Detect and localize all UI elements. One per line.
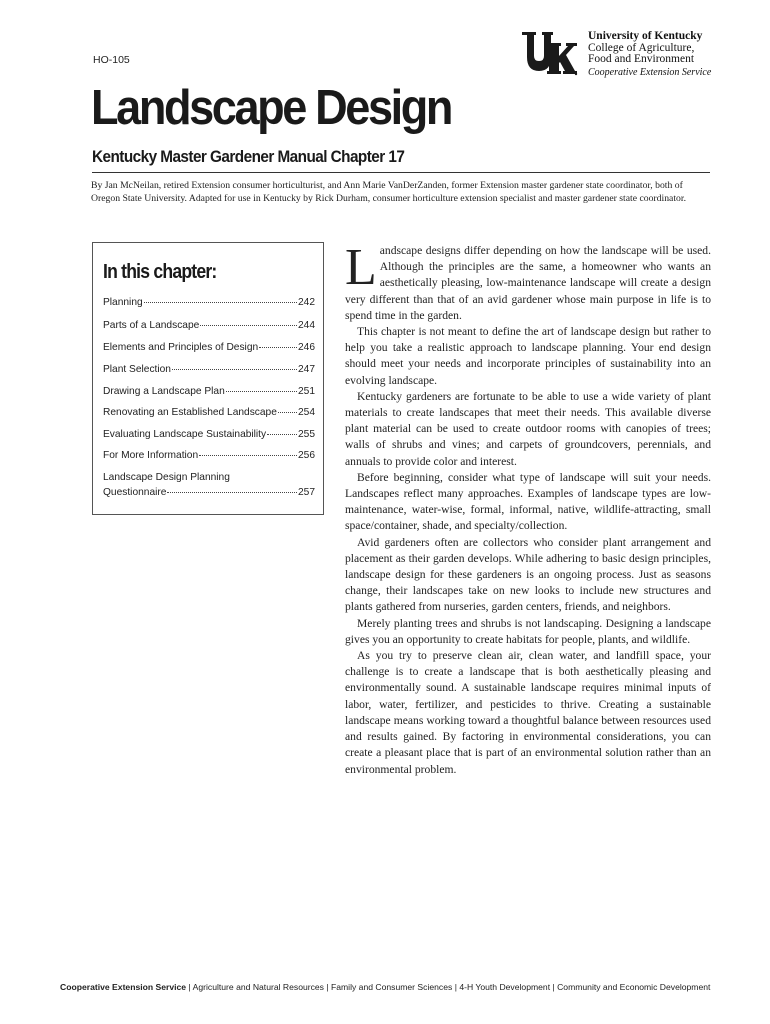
- toc-item-label: Planning: [103, 297, 143, 308]
- toc-item-label: Plant Selection: [103, 364, 171, 375]
- toc-leader-dots: [167, 492, 297, 493]
- toc-item[interactable]: [103, 429, 315, 440]
- body-paragraph: [345, 239, 711, 324]
- toc-item-label: Parts of a Landscape: [103, 320, 200, 331]
- body-paragraph: As you try to preserve clean air, clean water, and landfill space, your challenge is to create a landscape that is both aesthetically pleasing and environmentally sound. A sustainable landscape requires minimal inputs of labor, water, fertilizer, and pesticides to thrive. Creating a sustainable landscape means working toward a thoughtful balance between resources used and results gained. By factoring in environmental considerations, you can create a pleasant place that is part of an environmental solution rather than an environmental problem.: [345, 649, 711, 776]
- toc-item[interactable]: [103, 470, 315, 500]
- toc-item[interactable]: [103, 386, 315, 397]
- toc-item-label: For More Information: [103, 450, 199, 461]
- toc-leader-dots: [172, 369, 297, 370]
- body-paragraph: Kentucky gardeners are fortunate to be able to use a wide variety of plant materials to create landscapes that meet their needs. This available diverse plant material can be used to create outdoor rooms with canopies of trees; walls of shrubs and vines; and carpets of groundcovers, perennials, and annuals to provide color and interest.: [345, 389, 711, 468]
- document-subtitle: Kentucky Master Gardener Manual Chapter 17: [92, 147, 405, 166]
- body-paragraph: This chapter is not meant to define the art of landscape design but rather to help you take a realistic approach to landscape planning. Your end design should meet your needs and incorporate principles of sustainability into an evolving landscape.: [345, 325, 711, 387]
- college-line-2: Food and Environment: [588, 53, 695, 65]
- body-paragraph: Before beginning, consider what type of landscape will suit your needs. Landscapes reflect many approaches. Examples of landscape types are low-maintenance, water-wise, formal, informal, native, wildlife-attracting, small space/container, shade, and specialty/collection.: [345, 470, 711, 533]
- toc-leader-dots: [144, 302, 297, 303]
- body-paragraph: Merely planting trees and shrubs is not landscaping. Designing a landscape gives you an opportunity to create habitats for people, plants, and wildlife.: [345, 616, 711, 646]
- university-name: University of Kentucky: [588, 30, 703, 42]
- chapter-contents-box: [92, 242, 324, 515]
- university-block: [588, 31, 748, 78]
- toc-leader-dots: [267, 434, 297, 435]
- uk-logo-mark: [520, 30, 578, 76]
- toc-item-label: Elements and Principles of Design: [103, 342, 259, 353]
- toc-item-page: 246: [298, 342, 315, 353]
- toc-item-page: 257: [298, 487, 315, 498]
- footer-lead: Cooperative Extension Service: [60, 982, 187, 992]
- toc-item[interactable]: [103, 342, 315, 353]
- toc-leader-dots: [226, 391, 297, 392]
- toc-item-label-line1: Landscape Design Planning: [103, 472, 230, 483]
- toc-item[interactable]: [103, 407, 315, 418]
- extension-service-label: Cooperative Extension Service: [588, 66, 712, 78]
- toc-item-page: 244: [298, 320, 315, 331]
- drop-cap: L: [345, 239, 377, 296]
- document-title: Landscape Design: [91, 81, 452, 135]
- body-paragraph: Avid gardeners often are collectors who consider plant arrangement and placement as their garden develops. While adhering to basic design principles, landscape design for these gardeners is an ongoing process. Just as seasons change, their landscapes take on new looks to include new structures and plants gathered from nurseries, garden centers, friends, and neighbors.: [345, 535, 711, 614]
- toc-item-page: 256: [298, 450, 315, 461]
- toc-item-page: 242: [298, 297, 315, 308]
- body-text: [345, 239, 711, 778]
- body-paragraph-text: andscape designs differ depending on how the landscape will be used. Although the principles are the same, a homeowner who wants an aesthetically pleasing, low-maintenance landscape will create a design very different than that of an avid gardener whose main purpose in life is to spend time in the garden.: [345, 244, 711, 322]
- college-line-1: College of Agriculture,: [588, 41, 695, 54]
- subtitle-divider: [92, 172, 710, 173]
- toc-leader-dots: [200, 325, 297, 326]
- page-footer: [60, 982, 712, 992]
- toc-item-page: 255: [298, 429, 315, 440]
- chapter-contents-title: In this chapter:: [103, 261, 217, 283]
- toc-item-label: Renovating an Established Landscape: [103, 407, 277, 418]
- toc-leader-dots: [278, 412, 297, 413]
- toc-item-label-line2: Questionnaire: [103, 487, 167, 498]
- toc-item[interactable]: [103, 450, 315, 461]
- toc-item-label: Evaluating Landscape Sustainability: [103, 429, 267, 440]
- toc-item[interactable]: [103, 297, 315, 308]
- author-byline: By Jan McNeilan, retired Extension consumer horticulturist, and Ann Marie VanDerZanden, former Extension master gardener state coordinator, both of Oregon State University. Adapted for use in Kentucky by Rick Durham, consumer horticulture extension specialist and master gardener state coordinator.: [91, 180, 686, 205]
- toc-item[interactable]: [103, 364, 315, 375]
- footer-program-areas: | Agriculture and Natural Resources | Family and Consumer Sciences | 4-H Youth Development | Community and Economic Development: [186, 982, 711, 992]
- toc-item-page: 247: [298, 364, 315, 375]
- toc-item-label: Drawing a Landscape Plan: [103, 386, 225, 397]
- toc-item-page: 251: [298, 386, 315, 397]
- toc-leader-dots: [259, 347, 297, 348]
- toc-item-page: 254: [298, 407, 315, 418]
- toc-leader-dots: [199, 455, 297, 456]
- document-code: HO-105: [93, 54, 130, 66]
- toc-item[interactable]: [103, 320, 315, 331]
- uk-logo: [520, 30, 578, 76]
